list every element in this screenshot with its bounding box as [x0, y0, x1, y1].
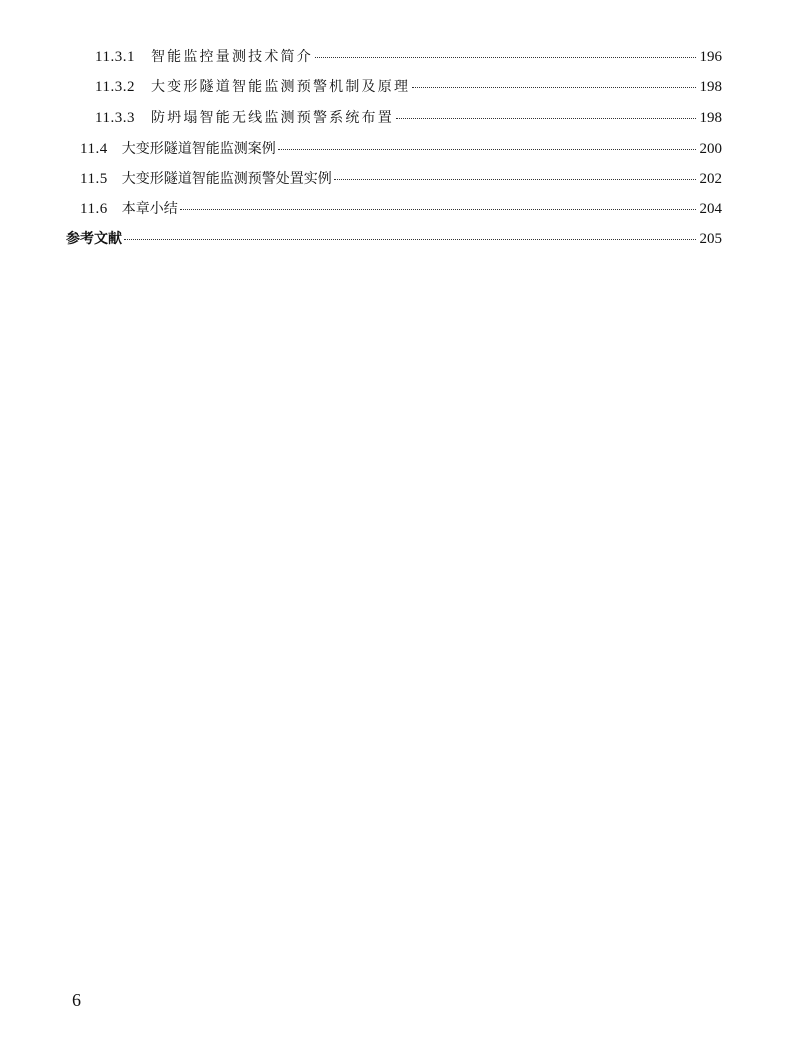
toc-entry-11-5 — [80, 168, 722, 190]
toc-entry-title: 大变形隧道智能监测案例 — [121, 141, 276, 157]
toc-entry-11-4 — [80, 138, 722, 160]
toc-entry-title: 本章小结 — [121, 201, 178, 217]
toc-entry-page: 198 — [699, 79, 722, 95]
toc-entry-11-6 — [80, 198, 722, 220]
dot-leader — [180, 209, 696, 210]
toc-entry-number: 11.3.1 — [95, 49, 135, 65]
dot-leader — [315, 57, 696, 58]
toc-entry-title: 智能监控量测技术简介 — [150, 49, 313, 65]
dot-leader — [124, 239, 696, 240]
toc-entry-11-3-3 — [95, 107, 722, 129]
dot-leader — [396, 118, 696, 119]
toc-entry-number: 11.6 — [80, 201, 108, 217]
dot-leader — [278, 149, 696, 150]
toc-entry-page: 196 — [699, 49, 722, 65]
dot-leader — [412, 87, 695, 88]
toc-entry-page: 205 — [699, 231, 722, 247]
toc-entry-title: 大变形隧道智能监测预警机制及原理 — [150, 79, 411, 95]
toc-entry-page: 200 — [699, 141, 722, 157]
toc-entry-title: 防坍塌智能无线监测预警系统布置 — [150, 110, 394, 126]
toc-entry-11-3-1 — [95, 46, 722, 68]
toc-entry-title: 大变形隧道智能监测预警处置实例 — [121, 171, 332, 187]
toc-entry-page: 198 — [699, 110, 722, 126]
toc-entry-references — [66, 228, 722, 250]
toc-entry-number: 11.3.3 — [95, 110, 135, 126]
toc-entry-11-3-2 — [95, 76, 722, 98]
toc-entry-number: 11.5 — [80, 171, 108, 187]
toc-entry-title: 参考文献 — [66, 231, 122, 247]
dot-leader — [334, 179, 696, 180]
page-number: 6 — [72, 990, 81, 1010]
toc-entry-page: 202 — [699, 171, 722, 187]
toc-entry-number: 11.3.2 — [95, 79, 135, 95]
toc-entry-page: 204 — [699, 201, 722, 217]
toc-entry-number: 11.4 — [80, 141, 108, 157]
